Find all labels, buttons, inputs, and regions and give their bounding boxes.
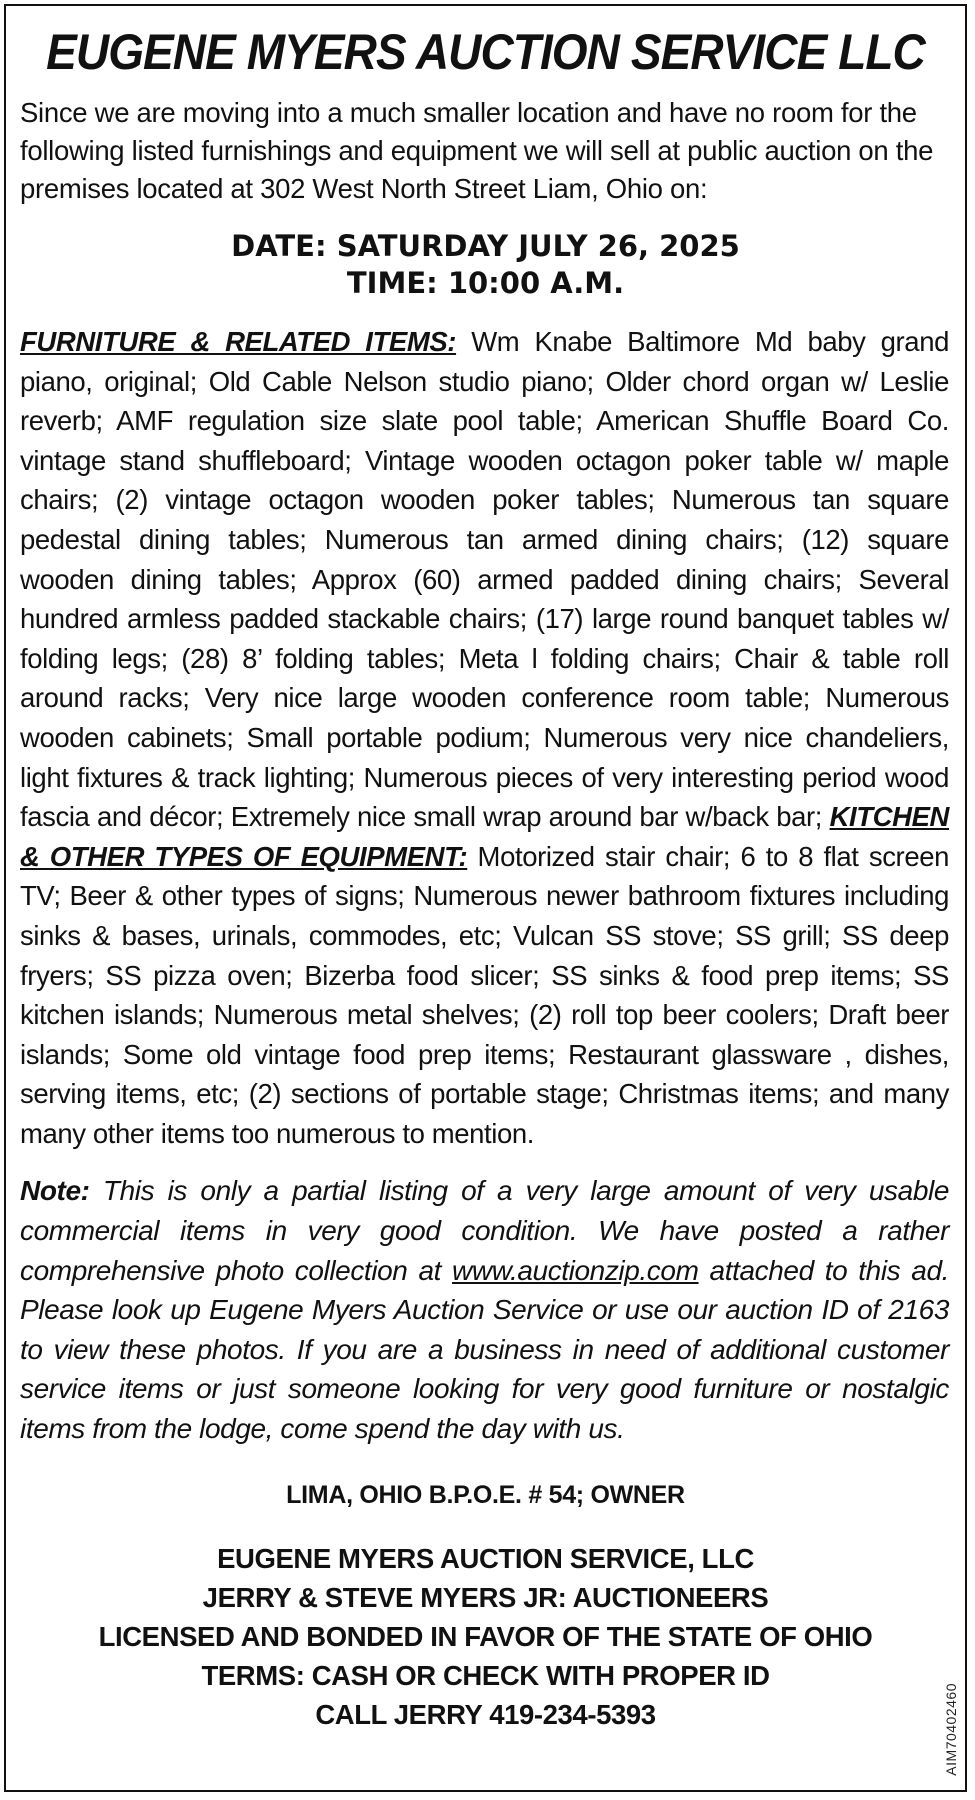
footer-auctioneers: JERRY & STEVE MYERS JR: AUCTIONEERS [202,1581,769,1613]
note-text-before: This is only a partial listing of a very large amount of very usable commercial items in very good condition. We have posted a rather comprehensive photo collection at [20,1175,949,1286]
ad-id: AIM70402460 [943,1683,959,1776]
footer-terms: TERMS: CASH OR CHECK WITH PROPER ID [201,1659,770,1691]
furniture-heading: FURNITURE & RELATED ITEMS: [20,326,457,357]
note-label: Note: [20,1175,90,1207]
owner-line: LIMA, OHIO B.P.O.E. # 54; OWNER [286,1480,685,1509]
auction-date: DATE: SATURDAY JULY 26, 2025 [231,229,740,263]
kitchen-items: Motorized stair chair; 6 to 8 flat screen TV; Beer & other types of signs; Numerous newer bathroom fixtures including sinks & bases, urinals, commodes, etc; Vulcan SS stove; SS grill; SS deep fryers; SS pizza oven; Bizerba food slicer; SS sinks & food prep items; SS kitchen islands; Numerous metal shelves; (2) roll top beer coolers; Draft beer islands; Some old vintage food prep items; Restaurant glassware , dishes, serving items, etc; (2) sections of portable stage; Christmas items; and many many other items too numerous to mention. [20,840,950,1149]
ad-title: EUGENE MYERS AUCTION SERVICE LLC [46,24,925,80]
footer-company: EUGENE MYERS AUCTION SERVICE, LLC [217,1542,754,1574]
item-listing [20,322,949,1153]
footer-block [6,1539,965,1734]
furniture-items: Wm Knabe Baltimore Md baby grand piano, original; Old Cable Nelson studio piano; Older chord organ w/ Leslie reverb; AMF regulation size slate pool table; American Shuffle Board Co. vintage stand shuffleboard; Vintage wooden octagon poker table w/ maple chairs; (2) vintage octagon wooden poker tables; Numerous tan square pedestal dining tables; Numerous tan armed dining chairs; (12) square wooden dining tables; Approx (60) armed padded dining chairs; Several hundred armless padded stackable chairs; (17) large round banquet tables w/ folding legs; (28) 8’ folding tables; Meta l folding chairs; Chair & table roll around racks; Very nice large wooden conference room table; Numerous wooden cabinets; Small portable podium; Numerous very nice chandeliers, light fixtures & track lighting; Numerous pieces of very interesting period wood fascia and décor; Extremely nice small wrap around bar w/back bar; [20,326,949,833]
footer-phone: CALL JERRY 419-234-5393 [315,1698,656,1730]
auction-ad [4,4,967,1792]
footer-license: LICENSED AND BONDED IN FAVOR OF THE STATE OF OHIO [98,1620,873,1652]
note-paragraph [20,1171,949,1448]
auctionzip-link[interactable]: www.auctionzip.com [452,1254,699,1286]
note-text-after: attached to this ad. Please look up Eugene Myers Auction Service or use our auction ID of 2163 to view these photos. If you are a business in need of additional customer service items or just someone looking for very good furniture or nostalgic items from the lodge, come spend the day with us. [20,1254,949,1445]
intro-paragraph: Since we are moving into a much smaller location and have no room for the following listed furnishings and equipment we will sell at public auction on the premises located at 302 West North Street Liam, Ohio on: [20,97,934,204]
auction-time: TIME: 10:00 A.M. [346,266,625,300]
kitchen-heading: KITCHEN & OTHER TYPES OF EQUIPMENT: [20,801,949,872]
auction-schedule [6,228,965,302]
